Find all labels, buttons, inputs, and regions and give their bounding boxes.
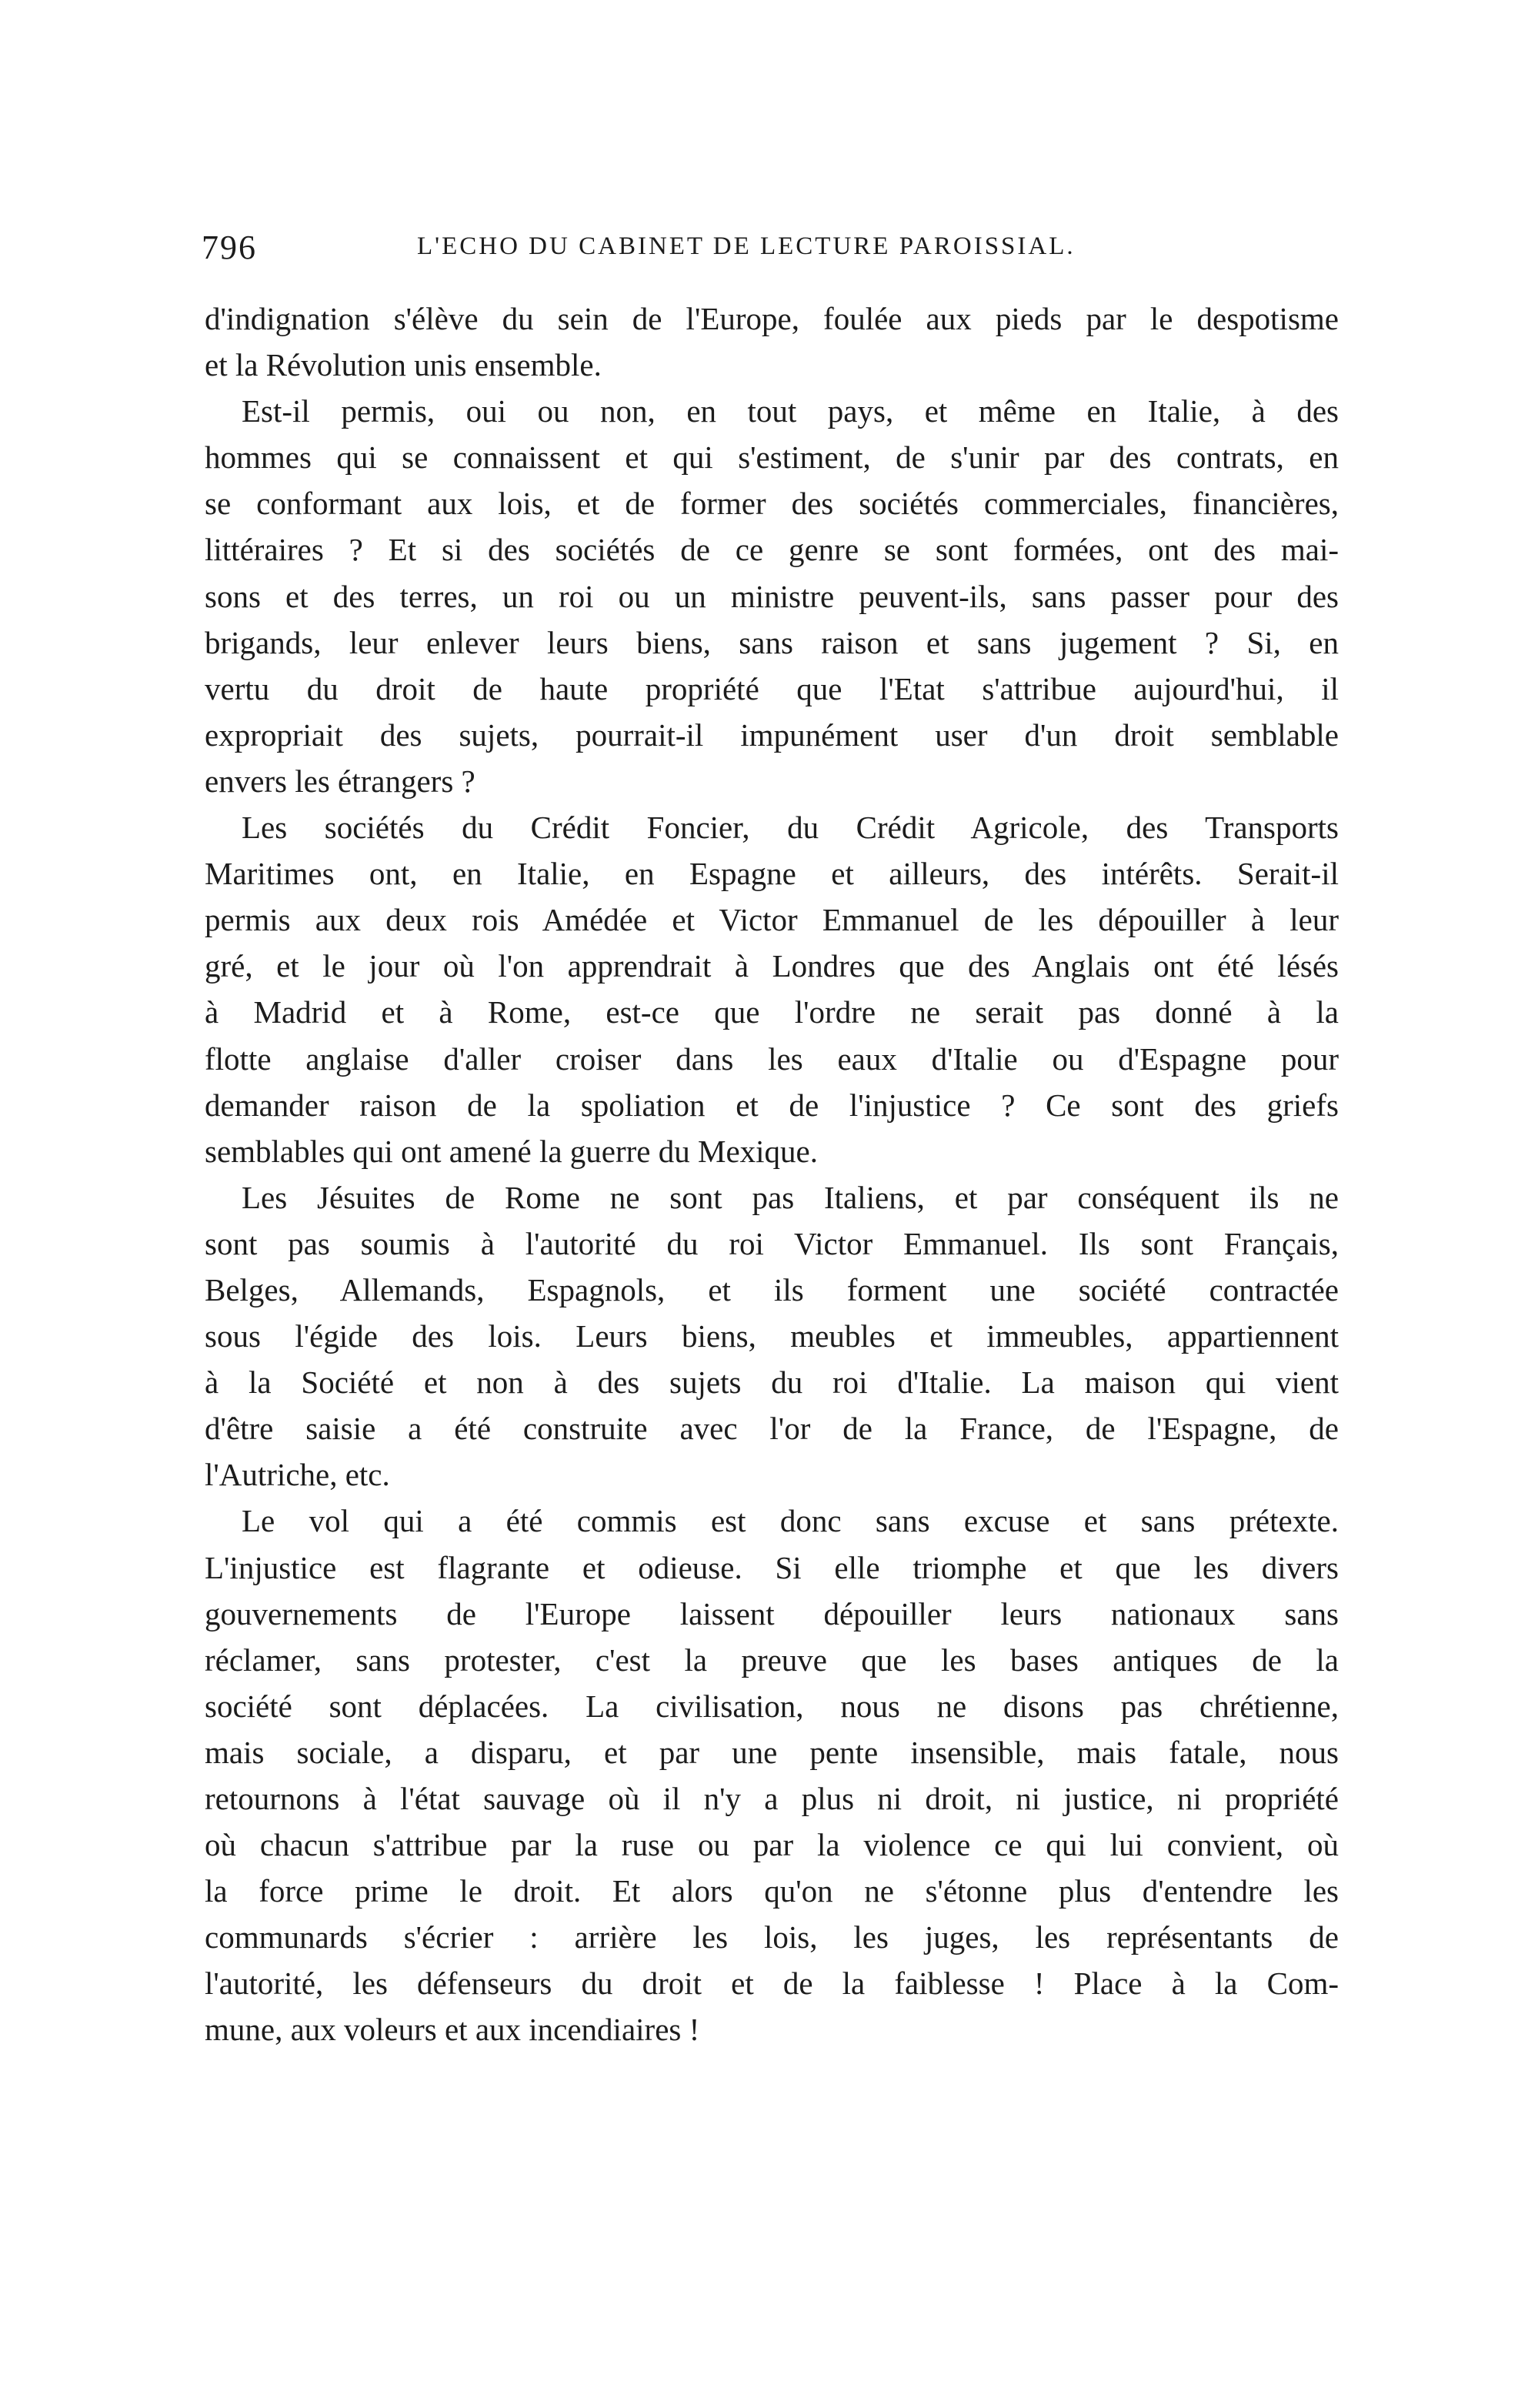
text-line: L'injustice est flagrante et odieuse. Si elle triomphe et que les divers (205, 1549, 1339, 1585)
text-line: Maritimes ont, en Italie, en Espagne et ailleurs, des intérêts. Serait-il (205, 856, 1339, 892)
text-line: sont pas soumis à l'autorité du roi Victor Emmanuel. Ils sont Français, (205, 1225, 1339, 1261)
text-line: vertu du droit de haute propriété que l'Etat s'attribue aujourd'hui, il (205, 670, 1339, 706)
text-line: mune, aux voleurs et aux incendiaires ! (205, 2012, 700, 2048)
text-line: littéraires ? Et si des sociétés de ce genre se sont formées, ont des mai- (205, 532, 1339, 568)
text-line: et la Révolution unis ensemble. (205, 347, 602, 383)
paragraph-5 (205, 1498, 1339, 2052)
text-line: la force prime le droit. Et alors qu'on ne s'étonne plus d'entendre les (205, 1873, 1339, 1909)
text-line: l'Autriche, etc. (205, 1457, 390, 1493)
text-line: l'autorité, les défenseurs du droit et de la faiblesse ! Place à la Com- (205, 1965, 1339, 2002)
text-line: retournons à l'état sauvage où il n'y a plus ni droit, ni justice, ni propriété (205, 1781, 1339, 1816)
text-line: sous l'égide des lois. Leurs biens, meubles et immeubles, appartiennent (205, 1318, 1339, 1354)
text-line: permis aux deux rois Amédée et Victor Emmanuel de les dépouiller à leur (205, 902, 1339, 938)
text-line: à la Société et non à des sujets du roi d'Italie. La maison qui vient (205, 1364, 1339, 1401)
text-line: sons et des terres, un roi ou un ministre peuvent-ils, sans passer pour des (205, 578, 1339, 614)
text-line: brigands, leur enlever leurs biens, sans raison et sans jugement ? Si, en (205, 624, 1339, 660)
text-line: à Madrid et à Rome, est-ce que l'ordre ne serait pas donné à la (205, 994, 1339, 1030)
text-line: semblables qui ont amené la guerre du Mexique. (205, 1133, 818, 1169)
text-line: Belges, Allemands, Espagnols, et ils forment une société contractée (205, 1271, 1339, 1308)
text-line: gouvernements de l'Europe laissent dépouiller leurs nationaux sans (205, 1595, 1339, 1631)
page-number: 796 (202, 229, 257, 266)
text-line: Le vol qui a été commis est donc sans excuse et sans prétexte. (242, 1503, 1339, 1539)
paragraph-2 (205, 388, 1339, 804)
text-line: mais sociale, a disparu, et par une pente insensible, mais fatale, nous (205, 1734, 1339, 1770)
running-head (202, 228, 1342, 274)
text-line: réclamer, sans protester, c'est la preuve que les bases antiques de la (205, 1642, 1339, 1678)
text-line: communards s'écrier : arrière les lois, les juges, les représentants de (205, 1919, 1339, 1955)
body-text (205, 296, 1339, 2053)
text-line: société sont déplacées. La civilisation, nous ne disons pas chrétienne, (205, 1688, 1339, 1724)
text-line: expropriait des sujets, pourrait-il impunément user d'un droit semblable (205, 716, 1339, 753)
journal-title: L'ECHO DU CABINET DE LECTURE PAROISSIAL. (417, 232, 1076, 260)
text-line: Est-il permis, oui ou non, en tout pays, et même en Italie, à des (242, 393, 1339, 429)
text-line: demander raison de la spoliation et de l'injustice ? Ce sont des griefs (205, 1087, 1339, 1123)
text-line: envers les étrangers ? (205, 763, 475, 799)
paragraph-4 (205, 1174, 1339, 1498)
text-line: Les Jésuites de Rome ne sont pas Italiens, et par conséquent ils ne (242, 1179, 1339, 1215)
text-line: Les sociétés du Crédit Foncier, du Crédit Agricole, des Transports (242, 810, 1339, 846)
text-line: d'indignation s'élève du sein de l'Europe, foulée aux pieds par le despotisme (205, 301, 1339, 336)
text-line: où chacun s'attribue par la ruse ou par la violence ce qui lui convient, où (205, 1827, 1339, 1863)
text-line: hommes qui se connaissent et qui s'estiment, de s'unir par des contrats, en (205, 439, 1339, 476)
text-line: flotte anglaise d'aller croiser dans les eaux d'Italie ou d'Espagne pour (205, 1040, 1339, 1077)
text-line: gré, et le jour où l'on apprendrait à Londres que des Anglais ont été lésés (205, 948, 1339, 984)
paragraph-1 (205, 296, 1339, 388)
text-line: se conformant aux lois, et de former des sociétés commerciales, financières, (205, 486, 1339, 522)
paragraph-3 (205, 804, 1339, 1174)
text-line: d'être saisie a été construite avec l'or de la France, de l'Espagne, de (205, 1411, 1339, 1447)
